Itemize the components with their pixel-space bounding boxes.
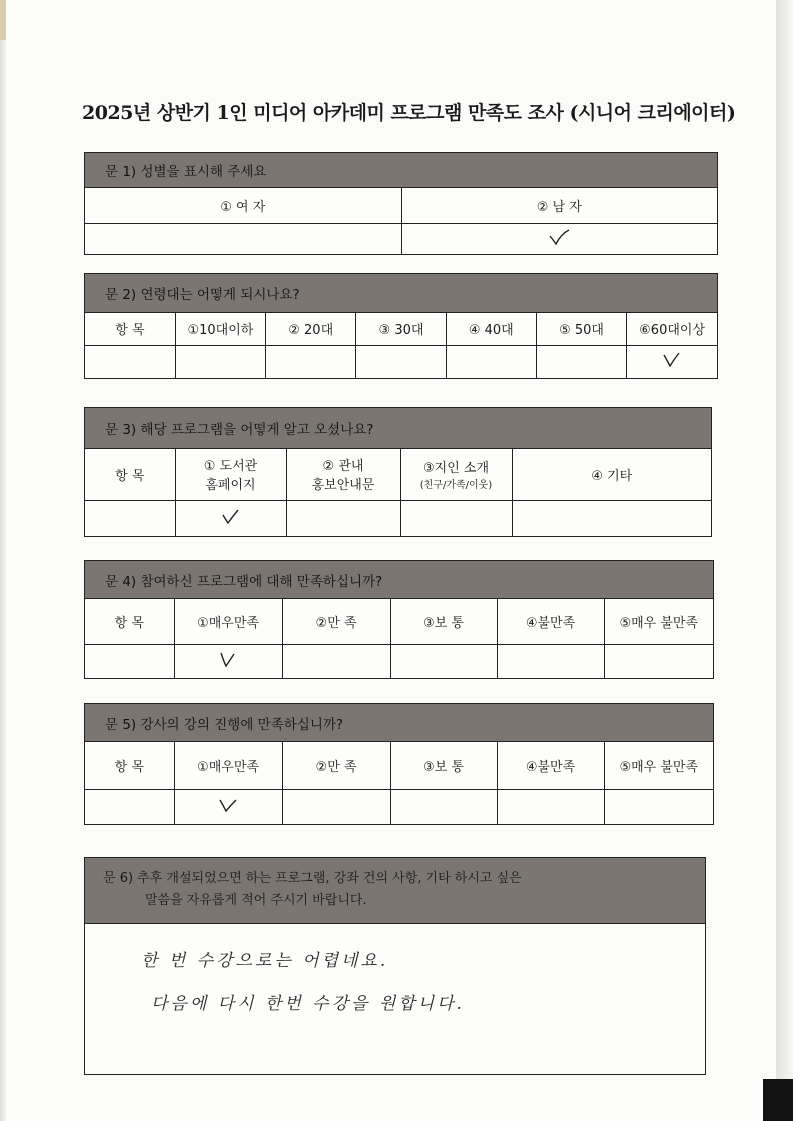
q5-option-3: ③보 통: [390, 742, 497, 789]
q2-option-2: ② 20대: [266, 313, 356, 345]
q4-answer-blank: [85, 644, 174, 678]
survey-title: 2025년 상반기 1인 미디어 아카데미 프로그램 만족도 조사 (시니어 크리에이터): [82, 102, 736, 124]
q5-answer-1[interactable]: [174, 789, 282, 824]
q2-option-1: ①10대이하: [175, 313, 265, 345]
q2-option-6: ⑥60대이상: [639, 323, 706, 339]
question-1-header: 문 1) 성별을 표시해 주세요: [85, 153, 717, 188]
q4-option-5: ⑤매우 불만족: [619, 615, 699, 631]
q5-option-5: ⑤매우 불만족: [619, 759, 699, 775]
q4-option-2: ②만 족: [282, 599, 390, 644]
question-5-header: 문 5) 강사의 강의 진행에 만족하십니까?: [85, 704, 713, 742]
q3-option-1-line2: 홈페이지: [205, 478, 256, 494]
q6-answer-line2: 다음에 다시 한번 수강을 원합니다.: [151, 994, 465, 1014]
q3-row-label: 항 목: [85, 449, 175, 500]
q4-option-4: ④불만족: [497, 599, 604, 644]
q2-answer-blank: [85, 345, 175, 378]
q3-option-1: [175, 449, 286, 500]
q2-answer-6[interactable]: [627, 345, 717, 378]
question-6: [84, 857, 706, 1075]
checkmark-icon: [220, 508, 242, 524]
q4-answer-2[interactable]: [282, 644, 390, 678]
q1-option-male: ② 남 자: [536, 199, 582, 215]
q5-option-2: ②만 족: [282, 742, 390, 789]
q2-option-5: ⑤ 50대: [536, 313, 626, 345]
question-4-table: [85, 599, 713, 678]
q5-answer-3[interactable]: [390, 789, 497, 824]
q1-option-female: ① 여 자: [85, 188, 401, 223]
q2-answer-5[interactable]: [536, 345, 626, 378]
q3-option-2-line1: ② 관내: [322, 459, 364, 475]
q4-option-1: ①매우만족: [174, 599, 282, 644]
question-2-table: [85, 313, 717, 378]
question-3: [84, 407, 712, 537]
q3-option-2-line2: 홍보안내문: [311, 478, 375, 494]
question-3-table: [85, 449, 711, 536]
question-1-table: [85, 188, 717, 254]
question-6-answer-area[interactable]: [85, 924, 705, 1072]
question-2-header: 문 2) 연령대는 어떻게 되시나요?: [85, 274, 717, 313]
q2-answer-1[interactable]: [175, 345, 265, 378]
question-6-line2: 말씀을 자유롭게 적어 주시기 바랍니다.: [145, 893, 367, 908]
q3-option-2: [286, 449, 400, 500]
page-edge-right: [776, 0, 793, 1121]
q1-answer-female[interactable]: [85, 223, 401, 254]
checkmark-icon: [548, 229, 570, 245]
checkmark-icon: [661, 352, 683, 368]
question-5-table: [85, 742, 713, 824]
question-1: [84, 152, 718, 255]
q4-option-3: ③보 통: [390, 599, 497, 644]
q2-answer-3[interactable]: [356, 345, 446, 378]
q5-answer-4[interactable]: [497, 789, 604, 824]
q3-option-4: ④ 기타: [591, 468, 633, 484]
q3-option-3-line1: ③지인 소개: [422, 461, 490, 477]
q2-option-4: ④ 40대: [446, 313, 536, 345]
question-4-header: 문 4) 참여하신 프로그램에 대해 만족하십니까?: [85, 561, 713, 599]
scan-corner: [763, 1079, 793, 1121]
q4-row-label: 항 목: [85, 599, 174, 644]
q5-answer-5[interactable]: [604, 789, 713, 824]
q3-answer-2[interactable]: [286, 500, 400, 536]
q2-option-3: ③ 30대: [356, 313, 446, 345]
q4-answer-1[interactable]: [174, 644, 282, 678]
q5-answer-2[interactable]: [282, 789, 390, 824]
question-4: [84, 560, 714, 679]
question-2: [84, 273, 718, 379]
question-5: [84, 703, 714, 825]
q3-answer-4[interactable]: [512, 500, 711, 536]
q4-answer-3[interactable]: [390, 644, 497, 678]
q6-answer-line1: 한 번 수강으로는 어렵네요.: [141, 951, 389, 971]
q5-option-1: ①매우만족: [174, 742, 282, 789]
q3-answer-1[interactable]: [175, 500, 286, 536]
question-3-header: 문 3) 해당 프로그램을 어떻게 알고 오셨나요?: [85, 408, 711, 449]
checkmark-icon: [217, 797, 239, 813]
question-6-header: [85, 858, 705, 924]
question-6-line1: 문 6) 추후 개설되었으면 하는 프로그램, 강좌 건의 사항, 기타 하시고 싶은: [103, 871, 522, 886]
q3-option-3: [400, 449, 512, 500]
q5-row-label: 항 목: [85, 742, 174, 789]
q2-row-label: 항 목: [85, 313, 175, 345]
checkmark-icon: [217, 651, 239, 667]
q2-answer-4[interactable]: [446, 345, 536, 378]
q1-answer-male[interactable]: [401, 223, 717, 254]
q3-option-3-line2: (친구/가족/이웃): [419, 480, 493, 492]
q4-answer-5[interactable]: [604, 644, 713, 678]
q5-option-4: ④불만족: [497, 742, 604, 789]
q3-answer-blank: [85, 500, 175, 536]
q2-answer-2[interactable]: [266, 345, 356, 378]
q5-answer-blank: [85, 789, 174, 824]
q3-option-1-line1: ① 도서관: [203, 459, 258, 475]
q3-answer-3[interactable]: [400, 500, 512, 536]
q4-answer-4[interactable]: [497, 644, 604, 678]
